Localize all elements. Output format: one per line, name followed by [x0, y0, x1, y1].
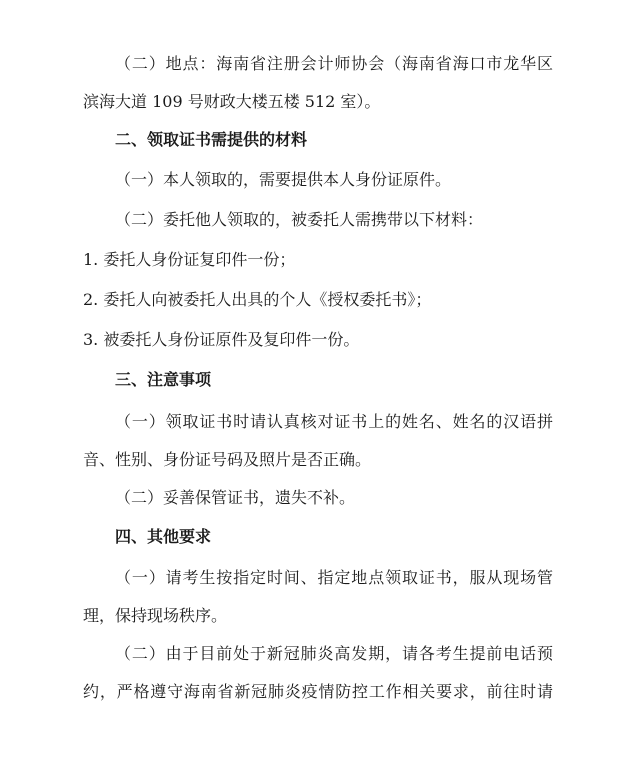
- list-item-1: 1. 委托人身份证复印件一份；: [83, 250, 296, 269]
- paragraph-keep-safe: （二）妥善保管证书，遗失不补。: [115, 488, 356, 507]
- paragraph-verify-line-2: 音、性别、身份证号码及照片是否正确。: [83, 450, 372, 469]
- paragraph-verify-line-1: （一）领取证书时请认真核对证书上的姓名、姓名的汉语拼: [115, 412, 553, 431]
- section-heading-2: 二、领取证书需提供的材料: [115, 130, 308, 149]
- paragraph-epidemic-line-2: 约，严格遵守海南省新冠肺炎疫情防控工作相关要求，前往时请: [83, 682, 553, 701]
- paragraph-obey-line-2: 理，保持现场秩序。: [83, 606, 228, 625]
- list-item-2: 2. 委托人向被委托人出具的个人《授权委托书》；: [83, 290, 432, 309]
- list-item-3: 3. 被委托人身份证原件及复印件一份。: [83, 330, 360, 349]
- location-line-1: （二）地点：海南省注册会计师协会（海南省海口市龙华区: [115, 54, 553, 73]
- paragraph-obey-line-1: （一）请考生按指定时间、指定地点领取证书，服从现场管: [115, 568, 553, 587]
- paragraph-epidemic-line-1: （二）由于目前处于新冠肺炎高发期，请各考生提前电话预: [115, 644, 553, 663]
- paragraph-self-pickup: （一）本人领取的，需要提供本人身份证原件。: [115, 170, 452, 189]
- section-heading-3: 三、注意事项: [115, 370, 212, 389]
- location-line-2: 滨海大道 109 号财政大楼五楼 512 室）。: [83, 92, 381, 111]
- paragraph-proxy-pickup: （二）委托他人领取的，被委托人需携带以下材料：: [115, 210, 484, 229]
- section-heading-4: 四、其他要求: [115, 527, 212, 546]
